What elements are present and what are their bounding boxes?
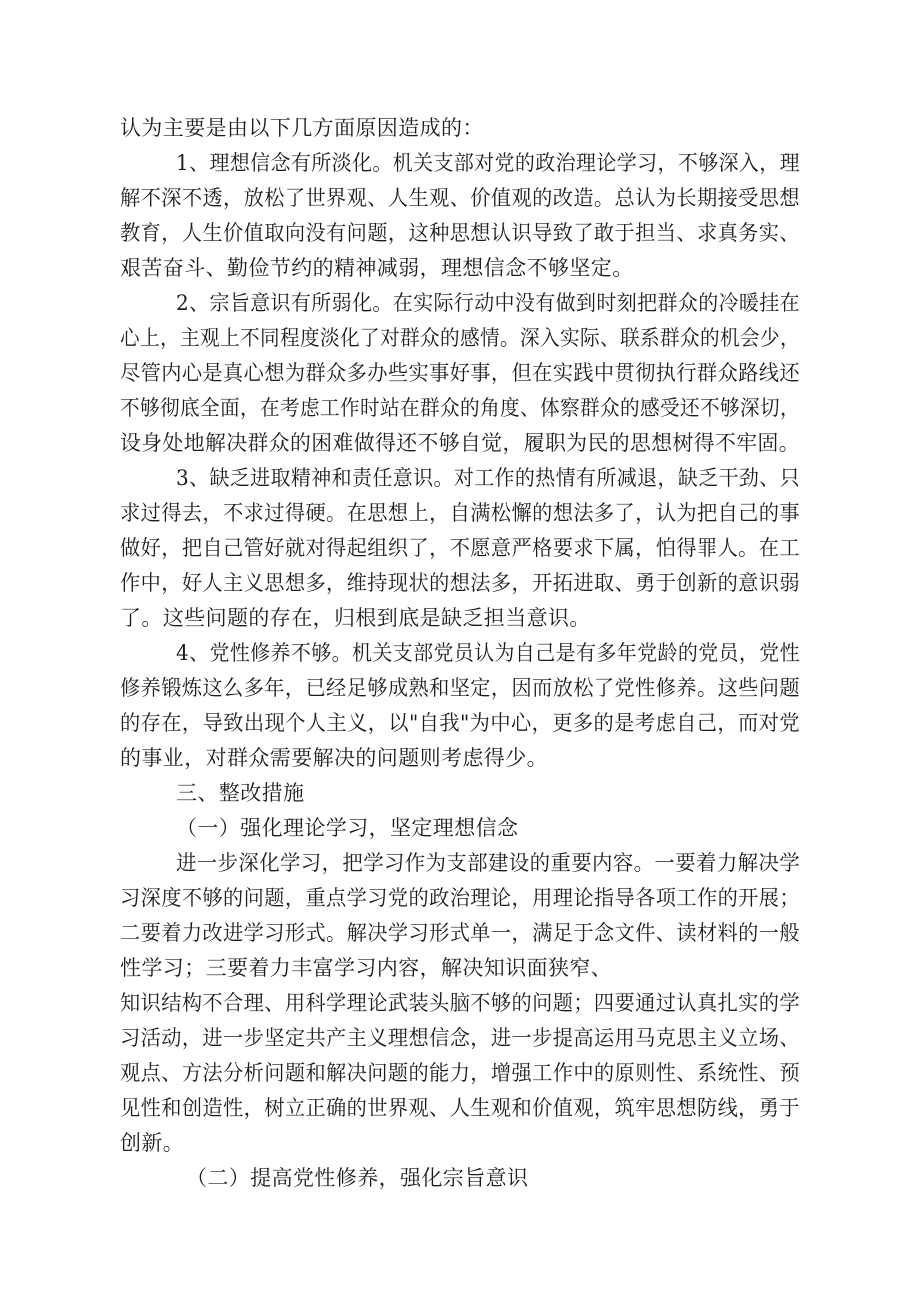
- document-page: 认为主要是由以下几方面原因造成的： 1、理想信念有所淡化。机关支部对党的政治理论学习，不够深入，理 解不深不透，放松了世界观、人生观、价值观的改造。总认为长期接受思想 教育，人生价值取向没有问题，这种思想认识导致了敢于担当、求真务实、 艰苦奋斗、勤俭节约的精神减弱，理想信念不够坚定。 2、宗旨意识有所弱化。在实际行动中没有做到时刻把群众的冷暖挂在 心上，主观上不同程度淡化了对群众的感情。深入实际、联系群众的机会少， 尽管内心是真心想为群众多办些实事好事，但在实践中贯彻执行群众路线还 不够彻底全面，在考虑工作时站在群众的角度、体察群众的感受还不够深切， 设身处地解决群众的困难做得还不够自觉，履职为民的思想树得不牢固。 3、缺乏进取精神和责任意识。对工作的热情有所减退，缺乏干劲、只 求过得去，不求过得硬。在思想上，自满松懈的想法多了，认为把自己的事 做好，把自己管好就对得起组织了，不愿意严格要求下属，怕得罪人。在工 作中，好人主义思想多，维持现状的想法多，开拓进取、勇于创新的意识弱 了。这些问题的存在，归根到底是缺乏担当意识。 4、党性修养不够。机关支部党员认为自己是有多年党龄的党员，党性 修养锻炼这么多年，已经足够成熟和坚定，因而放松了党性修养。这些问题 的存在，导致出现个人主义，以"自我"为中心，更多的是考虑自己，而对党 的事业，对群众需要解决的问题则考虑得少。 三、整改措施 （一）强化理论学习，坚定理想信念 进一步深化学习，把学习作为支部建设的重要内容。一要着力解决学 习深度不够的问题，重点学习党的政治理论，用理论指导各项工作的开展； 二要着力改进学习形式。解决学习形式单一，满足于念文件、读材料的一般 性学习；三要着力丰富学习内容，解决知识面狭窄、 知识结构不合理、用科学理论武装头脑不够的问题；四要通过认真扎实的学 习活动，进一步坚定共产主义理想信念，进一步提高运用马克思主义立场、 观点、方法分析问题和解决问题的能力，增强工作中的原则性、系统性、预 见性和创造性，树立正确的世界观、人生观和价值观，筑牢思想防线，勇于 创新。 （二）提高党性修养，强化宗旨意识: [0, 0, 920, 1302]
